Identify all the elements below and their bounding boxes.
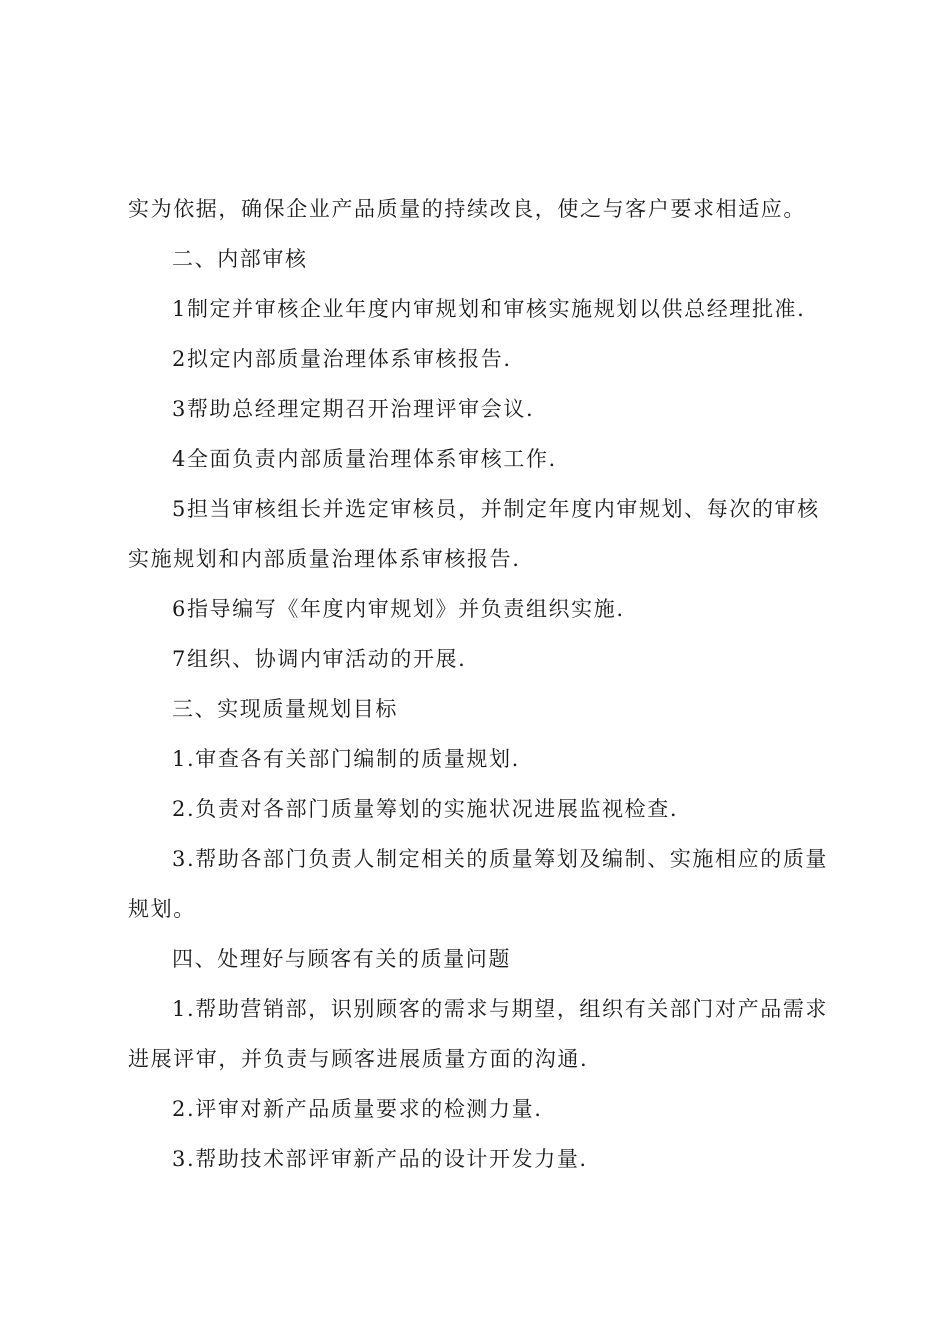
list-item: 3.帮助各部门负责人制定相关的质量筹划及编制、实施相应的质量规划。 [128, 847, 829, 921]
section-heading-quality-plan: 三、实现质量规划目标 [172, 697, 398, 721]
list-item: 2.评审对新产品质量要求的检测力量. [172, 1097, 543, 1121]
section-heading-customer-quality: 四、处理好与顾客有关的质量问题 [172, 947, 511, 971]
list-item: 6指导编写《年度内审规划》并负责组织实施. [172, 597, 625, 621]
list-item: 1制定并审核企业年度内审规划和审核实施规划以供总经理批准. [172, 297, 806, 321]
list-item: 2.负责对各部门质量筹划的实施状况进展监视检查. [172, 797, 679, 821]
document-body [128, 184, 834, 1184]
list-item: 2拟定内部质量治理体系审核报告. [172, 347, 512, 371]
list-item: 1.审查各有关部门编制的质量规划. [172, 747, 520, 771]
list-item: 5担当审核组长并选定审核员，并制定年度内审规划、每次的审核实施规划和内部质量治理体系审核报告. [128, 497, 820, 571]
list-item: 1.帮助营销部，识别顾客的需求与期望，组织有关部门对产品需求进展评审，并负责与顾客进展质量方面的沟通. [128, 997, 829, 1071]
list-item: 3帮助总经理定期召开治理评审会议. [172, 397, 535, 421]
list-item: 4全面负责内部质量治理体系审核工作. [172, 447, 557, 471]
list-item: 3.帮助技术部评审新产品的设计开发力量. [172, 1147, 588, 1171]
section-heading-internal-audit: 二、内部审核 [172, 247, 308, 271]
list-item: 7组织、协调内审活动的开展. [172, 647, 467, 671]
paragraph-continuation: 实为依据，确保企业产品质量的持续改良，使之与客户要求相适应。 [128, 197, 806, 221]
